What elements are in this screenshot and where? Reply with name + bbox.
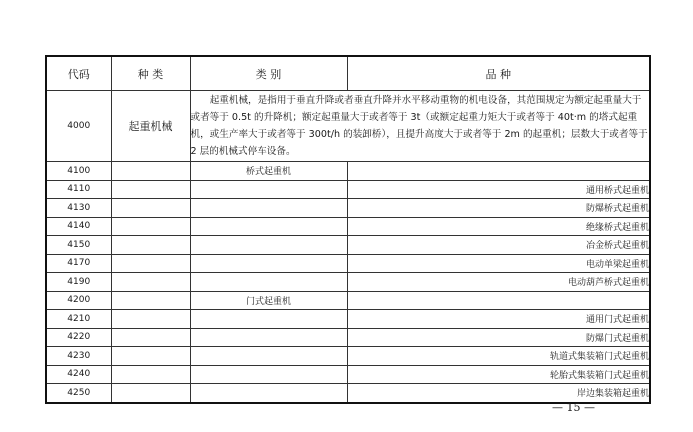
- row-code: 4150: [46, 236, 111, 255]
- row-variety: [347, 291, 650, 310]
- row-code: 4170: [46, 254, 111, 273]
- table-row: [46, 162, 650, 181]
- table-row: [46, 273, 650, 292]
- table-row-main: [46, 91, 650, 162]
- header-variety: 品 种: [347, 56, 650, 91]
- main-kind: 起重机械: [111, 91, 190, 162]
- row-code: 4210: [46, 310, 111, 329]
- row-category: [190, 199, 347, 218]
- row-kind: [111, 273, 190, 292]
- row-kind: [111, 291, 190, 310]
- row-code: 4100: [46, 162, 111, 181]
- row-code: 4190: [46, 273, 111, 292]
- row-category: [190, 328, 347, 347]
- row-kind: [111, 254, 190, 273]
- table-row: [46, 217, 650, 236]
- row-category: [190, 217, 347, 236]
- row-category: 桥式起重机: [190, 162, 347, 181]
- equipment-catalog-table: [45, 55, 651, 404]
- table-header-row: [46, 56, 650, 91]
- table-row: [46, 347, 650, 366]
- table-row: [46, 310, 650, 329]
- row-code: 4230: [46, 347, 111, 366]
- page-number: — 15 —: [552, 401, 595, 414]
- table-row: [46, 328, 650, 347]
- table-row: [46, 291, 650, 310]
- row-kind: [111, 384, 190, 403]
- row-variety: 冶金桥式起重机: [347, 236, 650, 255]
- row-kind: [111, 310, 190, 329]
- row-variety: 防爆桥式起重机: [347, 199, 650, 218]
- table-row: [46, 199, 650, 218]
- header-category: 类 别: [190, 56, 347, 91]
- table-row: [46, 254, 650, 273]
- row-variety: 岸边集装箱起重机: [347, 384, 650, 403]
- row-code: 4130: [46, 199, 111, 218]
- row-kind: [111, 328, 190, 347]
- row-category: [190, 365, 347, 384]
- row-kind: [111, 236, 190, 255]
- row-variety: 防爆门式起重机: [347, 328, 650, 347]
- row-category: [190, 384, 347, 403]
- header-code: 代码: [46, 56, 111, 91]
- row-kind: [111, 162, 190, 181]
- row-variety: [347, 162, 650, 181]
- main-description: 起重机械，是指用于垂直升降或者垂直升降并水平移动重物的机电设备，其范围规定为额定起重量大于或者等于 0.5t 的升降机；额定起重量大于或者等于 3t（或额定起重力矩大于或者等于 40t·m 的塔式起重机，或生产率大于或者等于 300t/h 的装卸桥），且提升高度大于或者等于 2m 的起重机；层数大于或者等于 2 层的机械式停车设备。: [190, 91, 650, 162]
- row-code: 4110: [46, 180, 111, 199]
- page-number-footer: [0, 401, 693, 414]
- row-code: 4140: [46, 217, 111, 236]
- table-row: [46, 180, 650, 199]
- row-code: 4220: [46, 328, 111, 347]
- row-variety: 绝缘桥式起重机: [347, 217, 650, 236]
- row-category: [190, 347, 347, 366]
- row-code: 4200: [46, 291, 111, 310]
- row-kind: [111, 347, 190, 366]
- row-variety: 轨道式集装箱门式起重机: [347, 347, 650, 366]
- row-variety: 通用桥式起重机: [347, 180, 650, 199]
- row-kind: [111, 199, 190, 218]
- row-category: [190, 254, 347, 273]
- row-category: 门式起重机: [190, 291, 347, 310]
- row-category: [190, 236, 347, 255]
- table-row: [46, 236, 650, 255]
- row-code: 4250: [46, 384, 111, 403]
- main-code: 4000: [46, 91, 111, 162]
- table-row: [46, 384, 650, 403]
- row-variety: 轮胎式集装箱门式起重机: [347, 365, 650, 384]
- row-variety: 电动葫芦桥式起重机: [347, 273, 650, 292]
- row-category: [190, 273, 347, 292]
- header-kind: 种 类: [111, 56, 190, 91]
- row-variety: 通用门式起重机: [347, 310, 650, 329]
- row-kind: [111, 217, 190, 236]
- row-kind: [111, 365, 190, 384]
- row-code: 4240: [46, 365, 111, 384]
- row-category: [190, 310, 347, 329]
- row-kind: [111, 180, 190, 199]
- row-category: [190, 180, 347, 199]
- table-row: [46, 365, 650, 384]
- row-variety: 电动单梁起重机: [347, 254, 650, 273]
